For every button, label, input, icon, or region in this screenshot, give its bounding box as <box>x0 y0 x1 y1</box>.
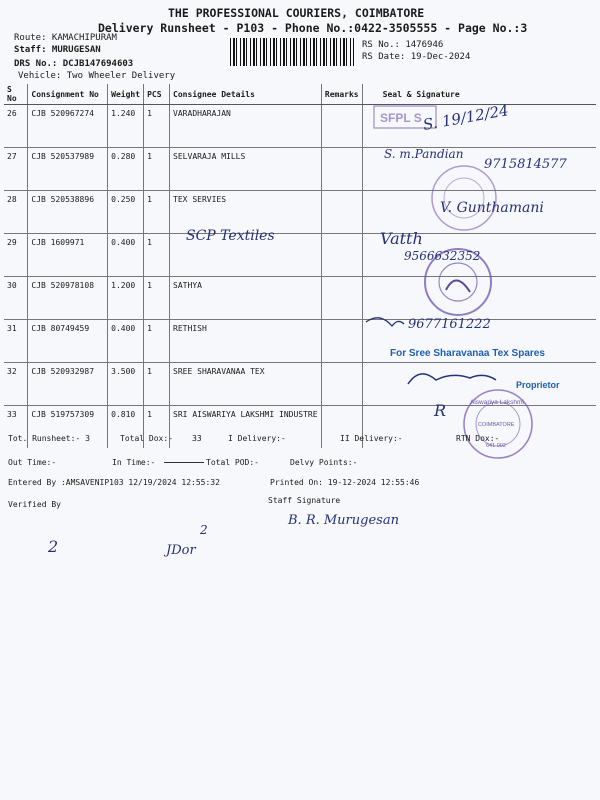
signature-row-27: S. m.Pandian <box>384 147 464 161</box>
cell-consignment-no: CJB 520537989 <box>28 148 108 191</box>
col-consignment: Consignment No <box>28 84 108 105</box>
i-delivery: I Delivery:- <box>228 434 286 443</box>
cell-pcs: 1 <box>144 363 170 406</box>
cell-weight: 3.500 <box>108 363 144 406</box>
total-pod: Total POD:- <box>206 458 259 467</box>
cell-consignee: SELVARAJA MILLS <box>170 148 322 191</box>
phone-row-27: 9715814577 <box>484 157 567 172</box>
cell-consignment-no: CJB 520978108 <box>28 277 108 320</box>
cell-consignment-no: CJB 520538896 <box>28 191 108 234</box>
cell-weight: 0.400 <box>108 320 144 363</box>
entered-by: Entered By :AMSAVENIP103 12/19/2024 12:55:32 <box>8 478 220 487</box>
vehicle: Vehicle: Two Wheeler Delivery <box>18 71 176 81</box>
verified-by: Verified By <box>8 500 61 509</box>
staff: Staff: MURUGESAN <box>14 45 101 55</box>
cell-consignment-no: CJB 519757309 <box>28 406 108 449</box>
signature-row-33: R <box>434 401 447 420</box>
cell-weight: 0.810 <box>108 406 144 449</box>
phone-row-31: 9677161222 <box>408 317 491 332</box>
cell-pcs: 1 <box>144 105 170 148</box>
cell-sno: 29 <box>4 234 28 277</box>
cell-weight: 0.400 <box>108 234 144 277</box>
verify-mark-2: 2 <box>200 523 208 537</box>
cell-consignment-no: CJB 80749459 <box>28 320 108 363</box>
cell-pcs: 1 <box>144 320 170 363</box>
total-dox-label: Total Dox:- <box>120 434 173 443</box>
staff-signature-label: Staff Signature <box>268 496 341 505</box>
staff-signature-handwritten: B. R. Murugesan <box>288 513 399 528</box>
cell-pcs: 1 <box>144 277 170 320</box>
cell-consignee: SREE SHARAVANAA TEX <box>170 363 322 406</box>
verify-mark-1: 2 <box>48 537 59 556</box>
col-consignee: Consignee Details <box>170 84 322 105</box>
cell-weight: 0.250 <box>108 191 144 234</box>
ii-delivery: II Delivery:- <box>340 434 403 443</box>
aiswariya-stamp-city: COIMBATORE <box>478 422 515 428</box>
cell-consignee: VARADHARAJAN <box>170 105 322 148</box>
cell-weight: 1.240 <box>108 105 144 148</box>
col-remarks: Remarks <box>321 84 362 105</box>
cell-sno: 33 <box>4 406 28 449</box>
cell-consignee: RETHISH <box>170 320 322 363</box>
rs-date: RS Date: 19-Dec-2024 <box>362 52 471 62</box>
proprietor-label: Proprietor <box>516 380 560 390</box>
cell-sno: 27 <box>4 148 28 191</box>
cell-consignee: SATHYA <box>170 277 322 320</box>
col-seal-signature: Seal & Signature <box>362 84 596 105</box>
cell-consignment-no: CJB 520932987 <box>28 363 108 406</box>
cell-sno: 30 <box>4 277 28 320</box>
cell-sno: 26 <box>4 105 28 148</box>
col-sno: S No <box>4 84 28 105</box>
cell-pcs: 1 <box>144 148 170 191</box>
cell-pcs: 1 <box>144 406 170 449</box>
route: Route: KAMACHIPURAM <box>14 33 117 43</box>
aiswariya-stamp <box>464 390 532 458</box>
verify-mark-3: JDor <box>166 543 196 558</box>
cell-sno: 32 <box>4 363 28 406</box>
printed-on: Printed On: 19-12-2024 12:55:46 <box>270 478 420 487</box>
company-name: THE PROFESSIONAL COURIERS, COIMBATORE <box>168 6 425 20</box>
total-runsheet: Tot. Runsheet:- 3 <box>8 434 90 443</box>
aiswariya-stamp-pin: 641 002 <box>486 443 506 449</box>
cell-pcs: 1 <box>144 234 170 277</box>
signature-row-28: V. Gunthamani <box>440 200 544 216</box>
cell-consignment-no: CJB 1609971 <box>28 234 108 277</box>
cell-consignee: TEX SERVIES <box>170 191 322 234</box>
cell-consignment-no: CJB 520967274 <box>28 105 108 148</box>
cell-weight: 0.280 <box>108 148 144 191</box>
signature-row-32 <box>408 374 496 384</box>
sfpl-stamp-text: SFPL S <box>380 111 422 125</box>
cell-consignee: SRI AISWARIYA LAKSHMI INDUSTRE <box>170 406 322 449</box>
cell-sno: 31 <box>4 320 28 363</box>
signature-row-31 <box>366 318 404 326</box>
delvy-points: Delvy Points:- <box>290 458 358 467</box>
in-time: In Time:- <box>112 458 156 467</box>
cell-weight: 1.200 <box>108 277 144 320</box>
sharavanaa-stamp-line: For Sree Sharavanaa Tex Spares <box>390 348 545 359</box>
cell-pcs: 1 <box>144 191 170 234</box>
aiswariya-stamp-top: Aiswariya Lakshmi <box>470 399 524 406</box>
runsheet-title: Delivery Runsheet - P103 - Phone No.:0422-3505555 - Page No.:3 <box>98 21 528 35</box>
signature-row-29: Vatth <box>380 229 423 248</box>
out-time: Out Time:- <box>8 458 57 467</box>
in-time-rule <box>164 462 204 463</box>
rs-number: RS No.: 1476946 <box>362 40 444 50</box>
phone-row-29: 9566632352 <box>404 249 481 263</box>
total-dox-value: 33 <box>192 434 202 443</box>
cell-sno: 28 <box>4 191 28 234</box>
tex-round-stamp <box>432 166 496 230</box>
rtn-dox: RTN Dox:- <box>456 434 500 443</box>
consignee-row-29-handwritten: SCP Textiles <box>186 228 275 244</box>
signature-row-26: S. 19/12/24 <box>421 101 511 134</box>
drs-number: DRS No.: DCJB147694603 <box>14 59 134 69</box>
col-weight: Weight <box>108 84 144 105</box>
col-pcs: PCS <box>144 84 170 105</box>
